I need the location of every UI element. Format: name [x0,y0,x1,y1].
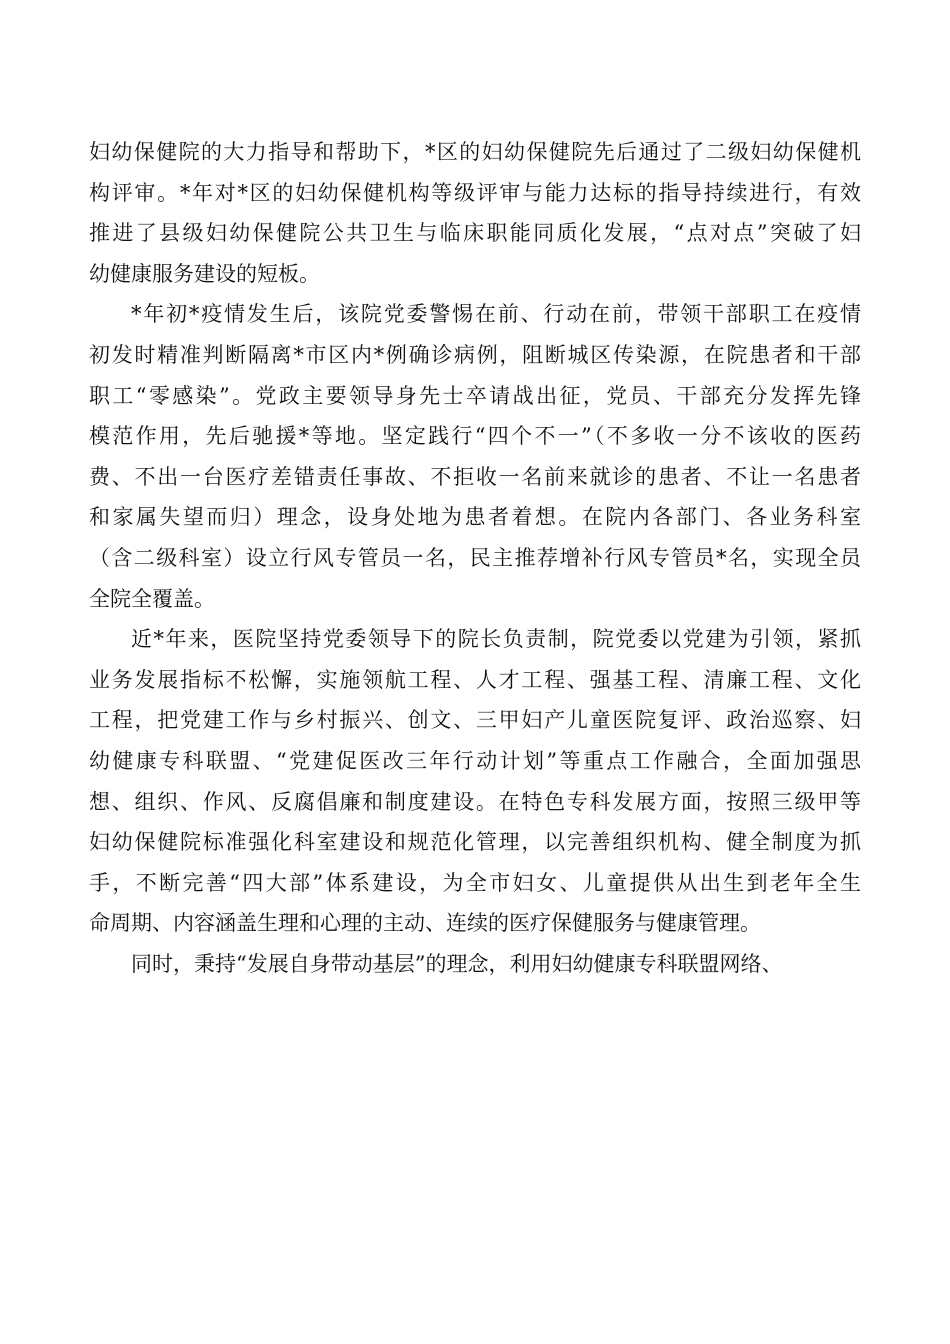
text-line: 和家属失望而归）理念，设身处地为患者着想。在院内各部门、各业务科室 [89,505,861,530]
text-line: *年初*疫情发生后，该院党委警惕在前、行动在前，带领干部职工在疫情 [131,302,861,327]
text-line: 近*年来，医院坚持党委领导下的院长负责制，院党委以党建为引领，紧抓 [131,627,861,652]
document-body [89,132,861,984]
text-line: 推进了县级妇幼保健院公共卫生与临床职能同质化发展，“点对点”突破了妇 [89,221,861,246]
text-line: 初发时精准判断隔离*市区内*例确诊病例，阻断城区传染源，在院患者和干部 [89,342,861,367]
text-line: 手，不断完善“四大部”体系建设，为全市妇女、儿童提供从出生到老年全生 [89,870,861,895]
text-line: 工程，把党建工作与乡村振兴、创文、三甲妇产儿童医院复评、政治巡察、妇 [89,708,861,733]
text-line: 模范作用，先后驰援*等地。坚定践行“四个不一”（不多收一分不该收的医药 [89,424,861,449]
text-line: （含二级科室）设立行风专管员一名，民主推荐增补行风专管员*名，实现全员 [89,545,861,570]
paragraph-1 [89,132,861,294]
text-line: 职工“零感染”。党政主要领导身先士卒请战出征，党员、干部充分发挥先锋 [89,383,861,408]
text-line: 命周期、内容涵盖生理和心理的主动、连续的医疗保健服务与健康管理。 [89,911,761,936]
text-line: 想、组织、作风、反腐倡廉和制度建设。在特色专科发展方面，按照三级甲等 [89,789,861,814]
text-line: 妇幼保健院的大力指导和帮助下，*区的妇幼保健院先后通过了二级妇幼保健机 [89,140,861,164]
paragraph-4 [89,944,861,985]
text-line: 妇幼保健院标准强化科室建设和规范化管理，以完善组织机构、健全制度为抓 [89,830,861,855]
text-line: 业务发展指标不松懈，实施领航工程、人才工程、强基工程、清廉工程、文化 [89,667,861,692]
text-line: 全院全覆盖。 [89,586,215,611]
text-line: 幼健康专科联盟、“党建促医改三年行动计划”等重点工作融合，全面加强思 [89,748,861,773]
paragraph-2 [89,294,861,619]
text-line: 幼健康服务建设的短板。 [89,261,320,286]
text-line: 费、不出一台医疗差错责任事故、不拒收一名前来就诊的患者、不让一名患者 [89,464,861,489]
paragraph-3 [89,619,861,944]
text-line: 构评审。*年对*区的妇幼保健机构等级评审与能力达标的指导持续进行，有效 [89,180,861,205]
text-line: 同时，秉持“发展自身带动基层”的理念，利用妇幼健康专科联盟网络、 [131,951,783,976]
